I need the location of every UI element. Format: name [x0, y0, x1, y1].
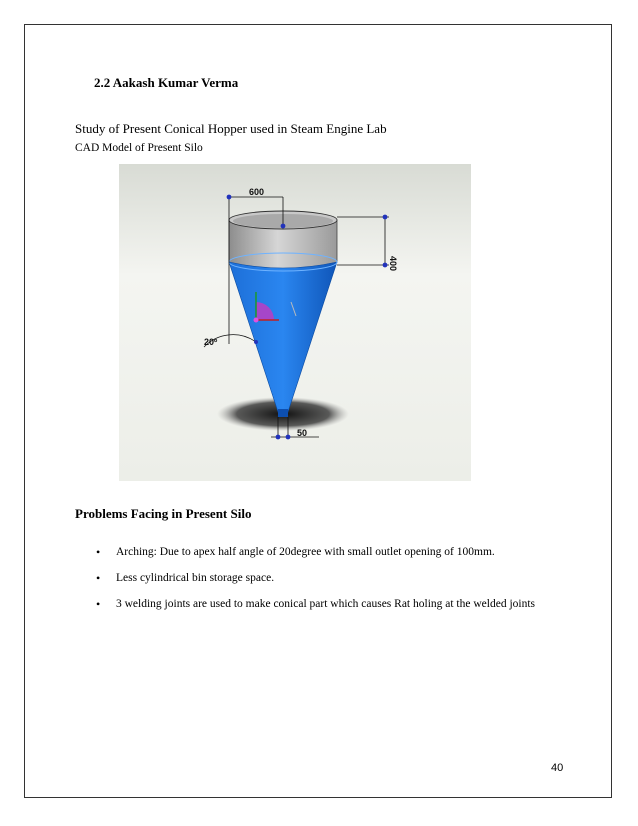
problem-list — [96, 545, 535, 623]
list-item — [96, 545, 535, 571]
dimension-label-outlet: 50 — [297, 428, 308, 438]
dimension-label-height: 400 — [388, 256, 398, 272]
list-item — [96, 597, 535, 623]
dimension-label-angle: 20º — [204, 337, 218, 347]
dimension-point — [286, 435, 291, 440]
problem-text: Arching: Due to apex half angle of 20degree with small outlet opening of 100mm. — [116, 546, 495, 558]
dimension-point — [227, 195, 232, 200]
dimension-point — [383, 263, 388, 268]
cad-caption: CAD Model of Present Silo — [75, 142, 203, 154]
bullet-icon: • — [96, 545, 101, 559]
page-number: 40 — [551, 762, 564, 774]
bullet-icon: • — [96, 597, 101, 611]
problem-text: Less cylindrical bin storage space. — [116, 572, 275, 584]
dimension-point — [383, 215, 388, 220]
section-heading: 2.2 Aakash Kumar Verma — [94, 75, 239, 90]
dimension-point — [276, 435, 281, 440]
problems-heading: Problems Facing in Present Silo — [75, 506, 252, 521]
dimension-label-diameter: 600 — [249, 187, 265, 197]
bullet-icon: • — [96, 571, 101, 585]
study-title: Study of Present Conical Hopper used in Steam Engine Lab — [75, 121, 387, 136]
problem-text: 3 welding joints are used to make conical part which causes Rat holing at the welded joints — [116, 598, 536, 610]
cad-silo-figure — [119, 164, 471, 481]
dimension-point — [281, 224, 286, 229]
dimension-point — [254, 340, 258, 344]
list-item — [96, 571, 535, 597]
